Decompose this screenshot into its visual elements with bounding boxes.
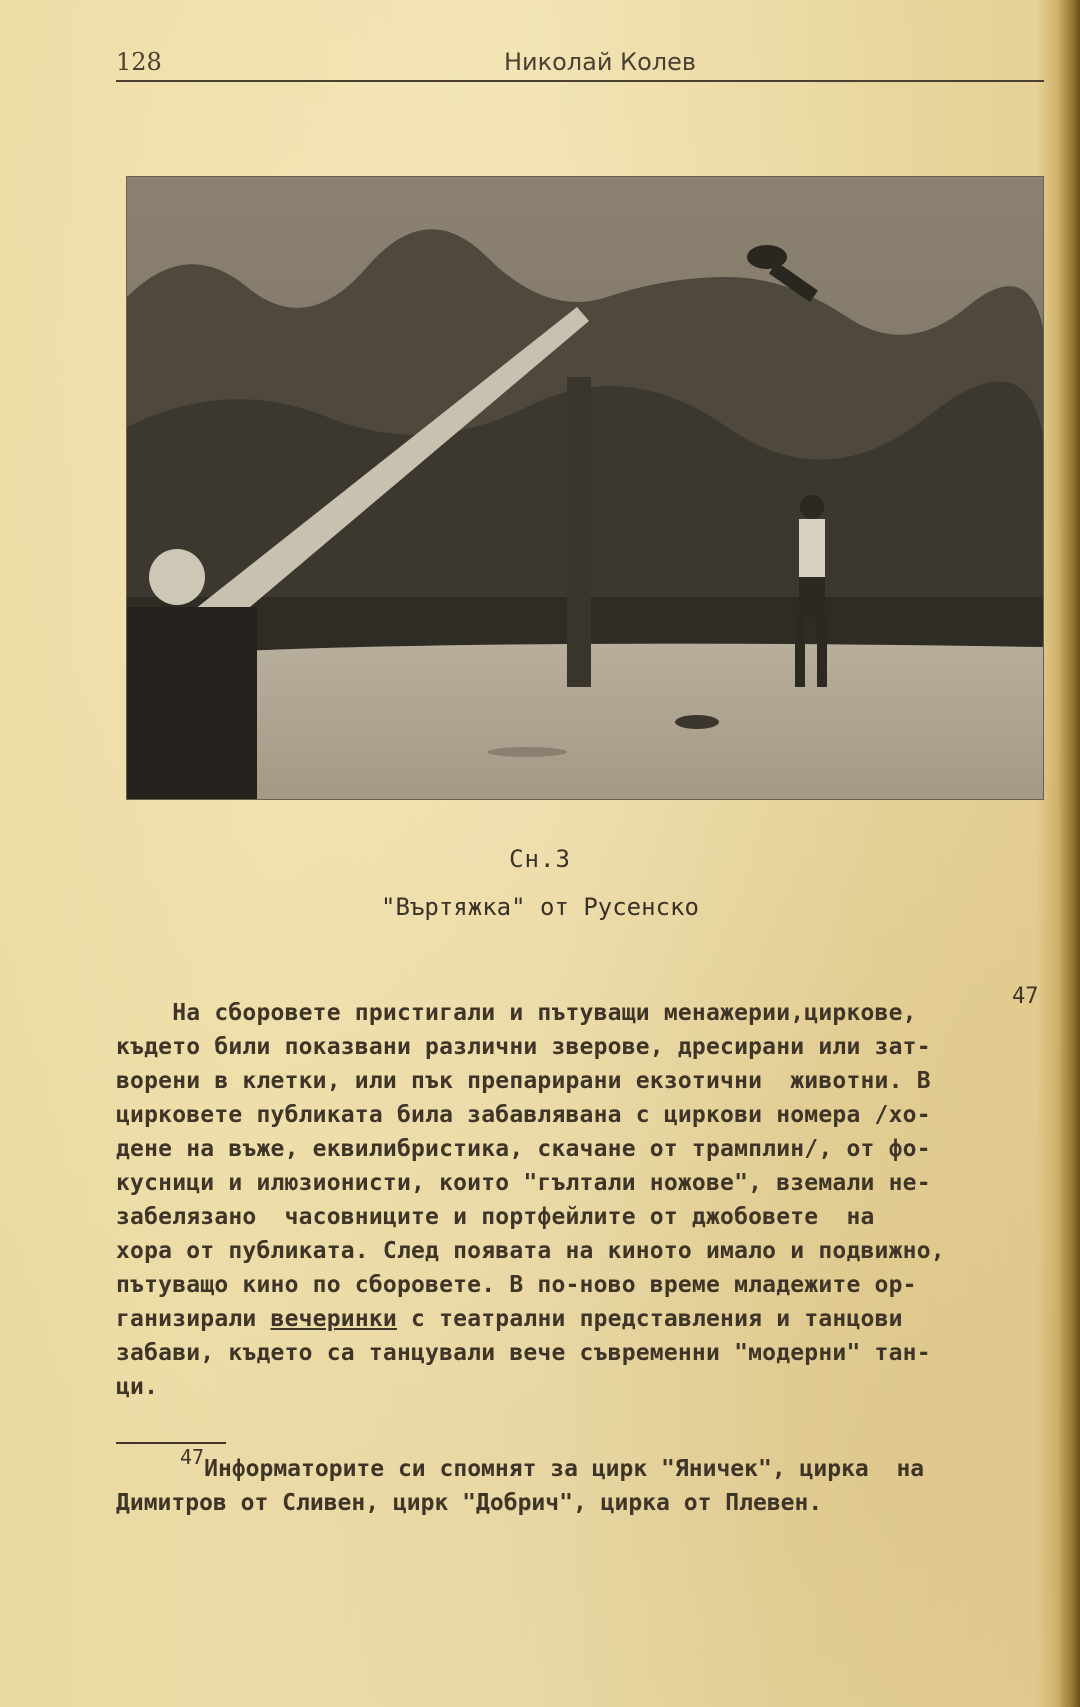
page-header	[116, 46, 1044, 82]
body-line: пътуващо кино по сборовете. В по-ново време младежите ор-	[116, 1272, 917, 1298]
figure-photo	[126, 176, 1044, 800]
figure-title: "Въртяжка" от Русенско	[381, 893, 699, 921]
body-paragraph	[116, 996, 1036, 1404]
body-line-segment: с театрални представления и танцови	[396, 1306, 903, 1332]
body-line: ворени в клетки, или пък препарирани екзотични животни. В	[116, 1068, 931, 1094]
running-head: Николай Колев	[503, 48, 697, 76]
body-line: забави, където са танцували вече съвременни "модерни" тан-	[116, 1340, 931, 1366]
footnote-line: Димитров от Сливен, цирк "Добрич", цирка от Плевен.	[116, 1490, 823, 1516]
figure-label: Сн.3	[509, 845, 571, 873]
underlined-word: вечеринки	[270, 1306, 397, 1332]
body-line-with-underline	[116, 1302, 1036, 1336]
footnote-line	[116, 1445, 1046, 1486]
page-number: 128	[116, 48, 162, 76]
footnote	[116, 1445, 1046, 1520]
body-line: кусници и илюзионисти, които "гълтали ножове", вземали не-	[116, 1170, 931, 1196]
body-line: забелязано часовниците и портфейлите от джобовете на	[116, 1204, 875, 1230]
footnote-divider	[116, 1442, 226, 1444]
body-line-segment: ганизирали	[116, 1306, 271, 1332]
body-line: На сборовете пристигали и пътуващи менажерии,циркове,	[116, 1000, 917, 1026]
body-line: дене на въже, еквилибристика, скачане от трамплин/, от фо-	[116, 1136, 931, 1162]
footnote-text: Информаторите си спомнят за цирк "Яничек", цирка на	[204, 1456, 925, 1482]
body-line: хора от публиката. След появата на киното имало и подвижно,	[116, 1238, 945, 1264]
footnote-reference: 47	[1012, 984, 1039, 1009]
body-line: цирковете публиката била забавлявана с циркови номера /хо-	[116, 1102, 931, 1128]
body-line: ци.	[116, 1374, 159, 1400]
footnote-mark: 47	[180, 1445, 205, 1469]
body-line: където били показвани различни зверове, дресирани или зат-	[116, 1034, 931, 1060]
